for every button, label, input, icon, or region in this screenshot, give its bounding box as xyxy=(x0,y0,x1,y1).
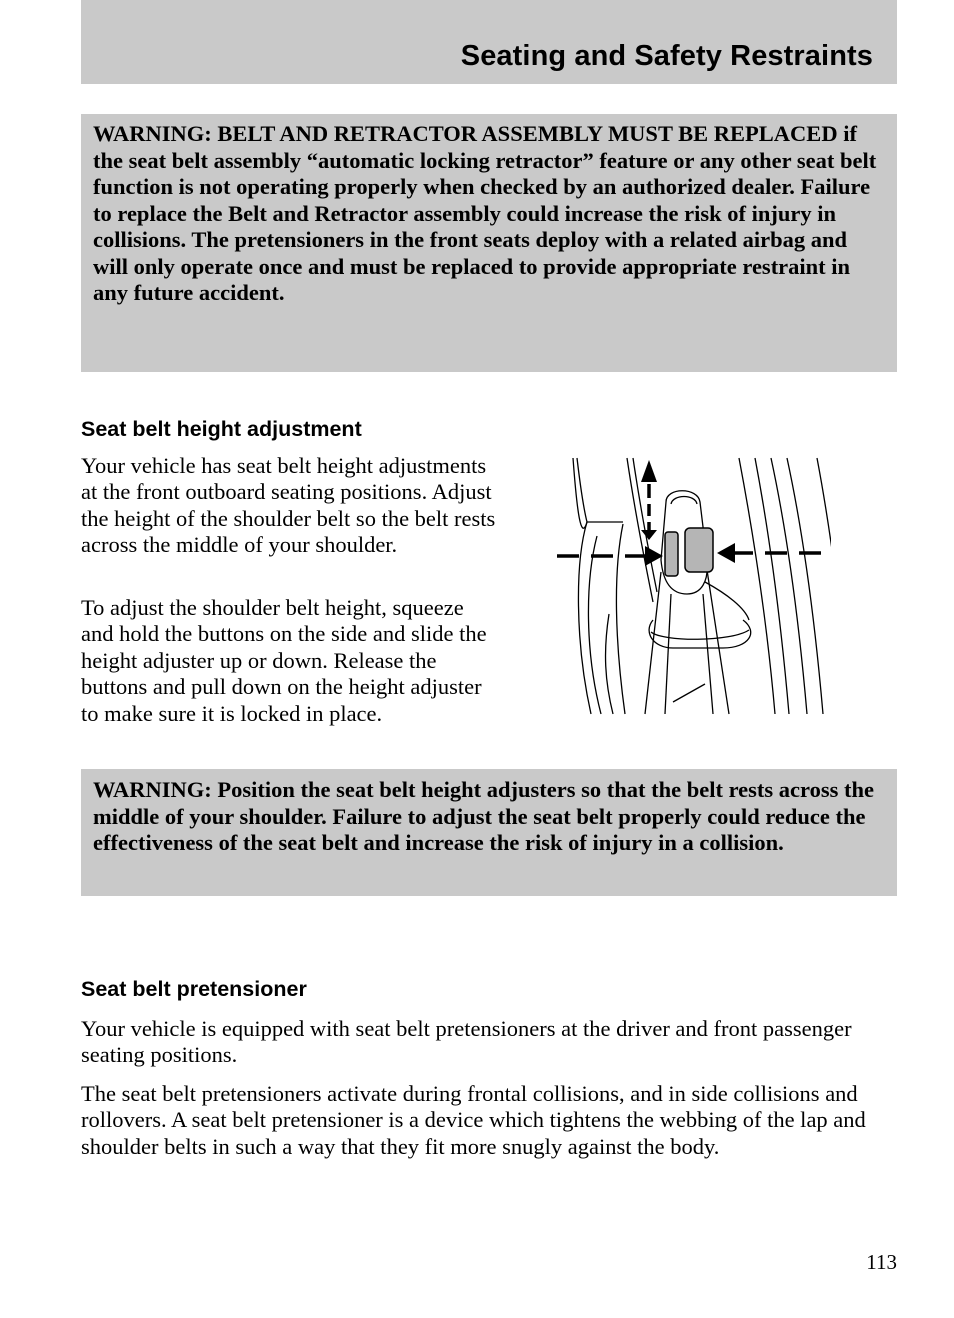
warning-box-height-adjusters xyxy=(81,769,897,896)
height-adjustment-para-1: Your vehicle has seat belt height adjustments at the front outboard seating positions. Adjust the height of the shoulder belt so the belt rests across the middle of your shoulder. xyxy=(81,453,496,558)
page-number: 113 xyxy=(866,1250,897,1274)
warning-box-retractor xyxy=(81,114,897,372)
pretensioner-para-2: The seat belt pretensioners activate during frontal collisions, and in side collisions and rollovers. A seat belt pretensioner is a device which tightens the webbing of the lap and shoulder belts in such a way that they fit more snugly against the body. xyxy=(81,1081,866,1159)
page-title: Seating and Safety Restraints xyxy=(460,40,873,72)
height-adjuster-illustration xyxy=(553,452,831,718)
header-bar xyxy=(81,0,897,84)
warning-text-retractor: WARNING: BELT AND RETRACTOR ASSEMBLY MUST BE REPLACED if the seat belt assembly “automatic locking retractor” feature or any other seat belt function is not operating properly when checked by an authorized dealer. Failure to replace the Belt and Retractor assembly could increase the risk of injury in collisions. The pretensioners in the front seats deploy with a related airbag and will only operate once and must be replaced to provide appropriate restraint in any future accident. xyxy=(93,121,877,305)
height-adjustment-para-2: To adjust the shoulder belt height, squeeze and hold the buttons on the side and slide the height adjuster up or down. Release the buttons and pull down on the height adjuster to make sure it is locked in place. xyxy=(81,595,487,726)
warning-text-height-adjusters: WARNING: Position the seat belt height adjusters so that the belt rests across the middle of your shoulder. Failure to adjust the seat belt properly could reduce the effectiveness of the seat belt and increase the risk of injury in a collision. xyxy=(93,777,874,855)
heading-height-adjustment: Seat belt height adjustment xyxy=(81,417,362,441)
heading-pretensioner: Seat belt pretensioner xyxy=(81,977,307,1001)
pretensioner-para-1: Your vehicle is equipped with seat belt pretensioners at the driver and front passenger seating positions. xyxy=(81,1016,852,1068)
